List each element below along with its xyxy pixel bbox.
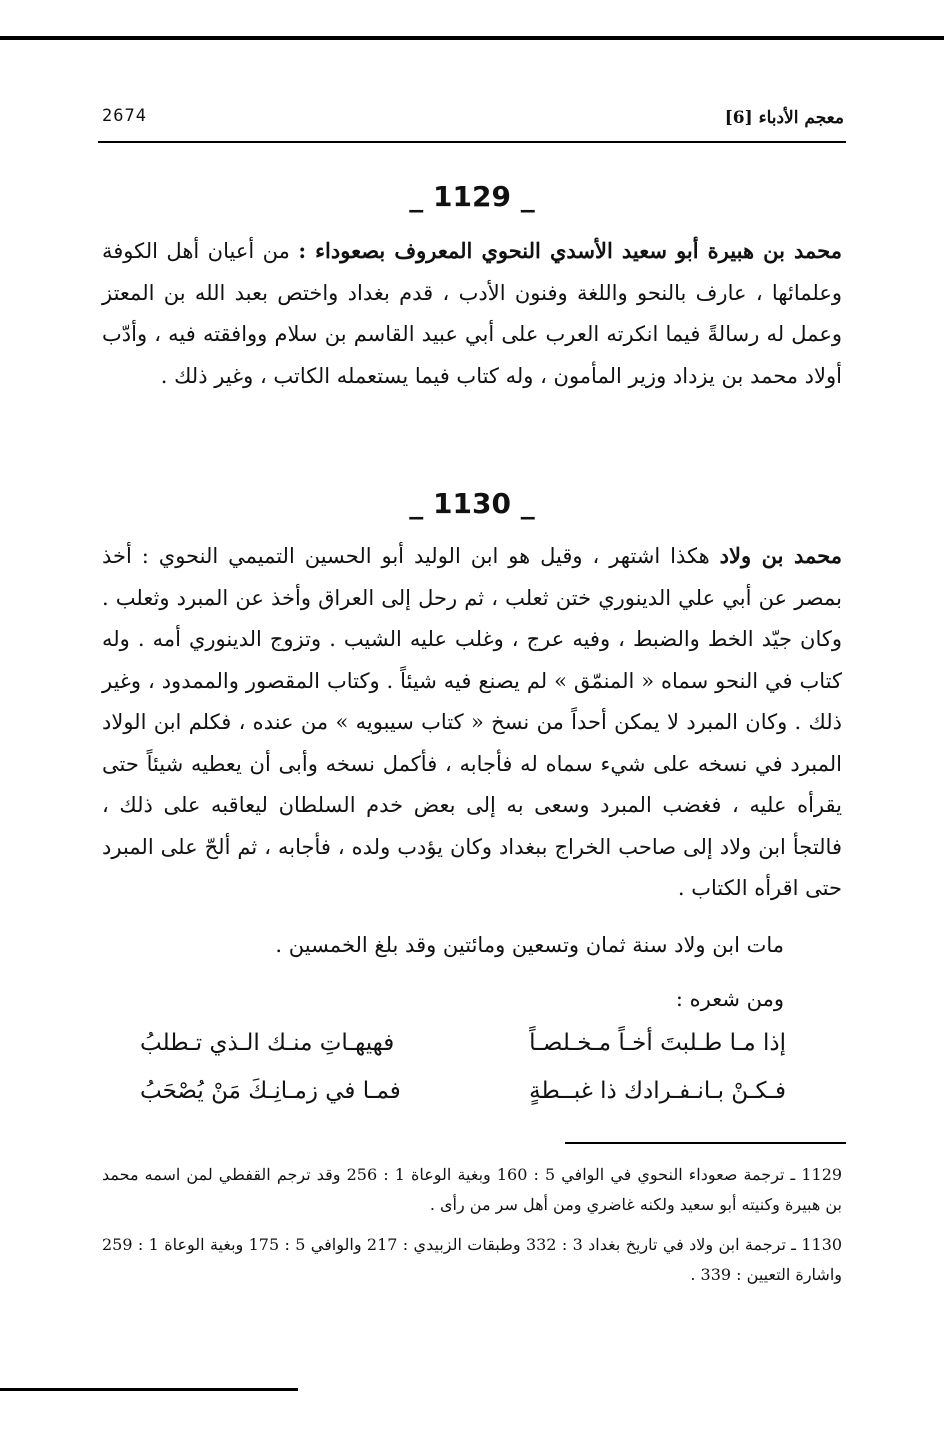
bottom-scan-edge-rule <box>0 1388 298 1391</box>
running-title: معجم الأدباء [6] <box>724 108 844 128</box>
verse-first-hemistich: فـكـنْ بـانـفـرادك ذا غبــطةٍ <box>529 1078 786 1104</box>
page-number: 2674 <box>102 106 147 126</box>
entry-body-1129: من أعيان أهل الكوفة وعلمائها ، عارف بالنحو واللغة وفنون الأدب ، قدم بغداد واختص بعبد الله بن المعتز وعمل له رسالةً فيما انكرته العرب على أبي عبيد القاسم بن سلام ووافقته فيه ، وأدّب أولاد محمد بن يزداد وزير المأمون ، وله كتاب فيما يستعمله الكاتب ، وغير ذلك . <box>102 239 842 388</box>
poem-intro: ومن شعره : <box>675 987 784 1011</box>
footnote-separator <box>565 1142 846 1144</box>
header-rule <box>98 141 846 143</box>
top-scan-edge-rule <box>0 36 944 40</box>
page-header <box>98 100 846 140</box>
verse-second-hemistich: فهيهـاتِ منـك الـذي تـطلبُ <box>140 1030 395 1056</box>
entry-text-1129 <box>102 230 842 397</box>
entry-lead-1130: محمد بن ولاد <box>719 543 842 568</box>
verse-first-hemistich: إذا مـا طـلبتَ أخـاً مـخـلصـاً <box>529 1030 786 1056</box>
death-note: مات ابن ولاد سنة ثمان وتسعين ومائتين وقد بلغ الخمسين . <box>275 933 784 957</box>
poem-verse <box>140 1078 786 1118</box>
footnote-1129: 1129 ـ ترجمة صعوداء النحوي في الوافي 5 : 160 وبغية الوعاة 1 : 256 وقد ترجم القفطي لمن اسمه محمد بن هبيرة وكنيته أبو سعيد ولكنه غاضري ومن أهل سر من رأى . <box>102 1165 843 1214</box>
verse-second-hemistich: فمـا في زمـانِـكَ مَنْ يُصْحَبُ <box>140 1078 401 1104</box>
entry-body-1130: هكذا اشتهر ، وقيل هو ابن الوليد أبو الحسين التميمي النحوي : أخذ بمصر عن أبي علي الدينوري ختن ثعلب ، ثم رحل إلى العراق وأخذ عن المبرد وثعلب . وكان جيّد الخط والضبط ، وفيه عرج ، وغلب عليه الشيب . وتزوج الدينوري أمه . وله كتاب في النحو سماه « المنمّق » لم يصنع فيه شيئاً . وكتاب المقصور والممدود ، وغير ذلك . وكان المبرد لا يمكن أحداً من نسخ « كتاب سيبويه » من عنده ، فكلم ابن الولاد المبرد في نسخه على شيء سماه له فأجابه ، فأكمل نسخه وأبى أن يعطيه شيئاً حتى يقرأه عليه ، فغضب المبرد وسعى به إلى بعض خدم السلطان ليعاقبه على ذلك ، فالتجأ ابن ولاد إلى صاحب الخراج ببغداد وكان يؤدب ولده ، فأجابه ، ثم ألحّ على المبرد حتى اقرأه الكتاب . <box>102 544 842 900</box>
poem-verse <box>140 1030 786 1070</box>
entry-number-1130: _ 1130 _ <box>409 487 535 520</box>
entry-lead-1129: محمد بن هبيرة أبو سعيد الأسدي النحوي المعروف بصعوداء : <box>298 238 842 263</box>
entry-number-1129: _ 1129 _ <box>409 180 535 213</box>
footnote-1130: 1130 ـ ترجمة ابن ولاد في تاريخ بغداد 3 : 332 وطبقات الزبيدي : 217 والوافي 5 : 175 وبغية الوعاة 1 : 259 واشارة التعيين : 339 . <box>102 1235 843 1284</box>
entry-text-1130 <box>102 535 842 910</box>
